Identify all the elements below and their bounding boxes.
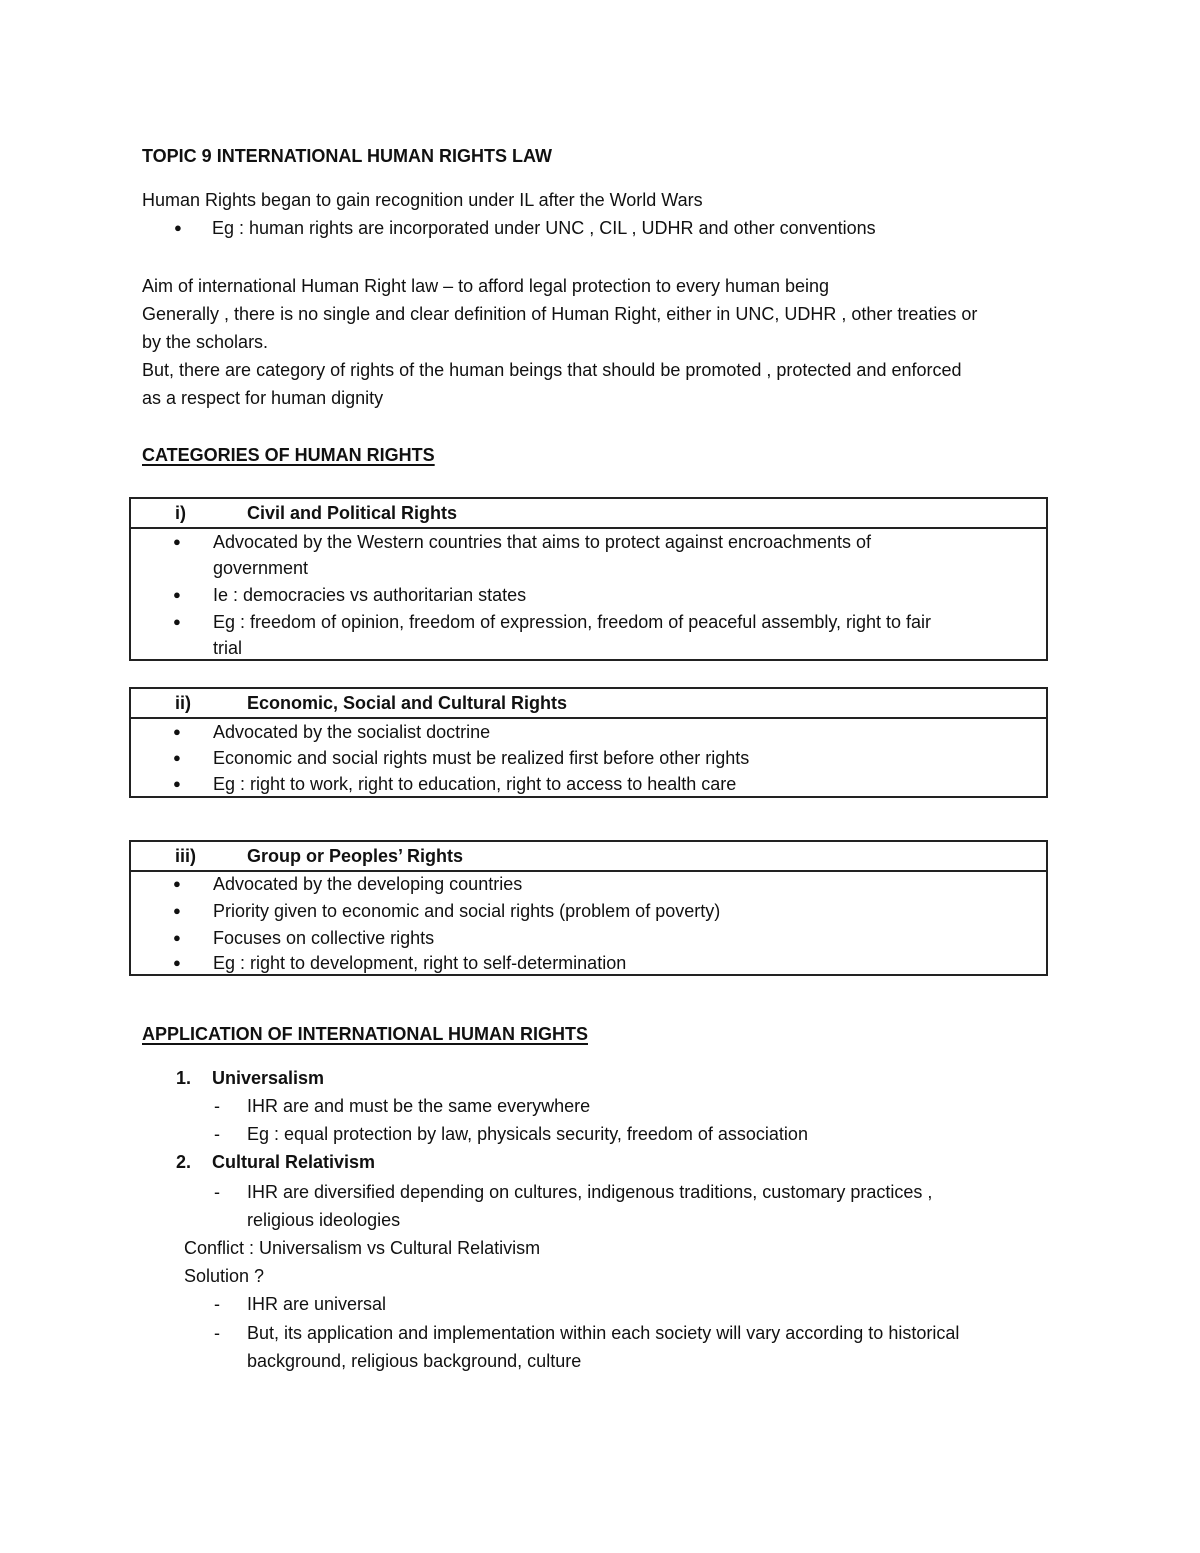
box-bullet-text: government [213,558,309,578]
bullet-icon: ● [173,776,181,791]
aim-line: Generally , there is no single and clear definition of Human Right, either in UNC, UDHR , other treaties or [142,304,978,324]
universalism-point: IHR are and must be the same everywhere [247,1096,591,1116]
box-bullet-text: Eg : freedom of opinion, freedom of expression, freedom of peaceful assembly, right to fair [213,612,932,632]
relativism-title: Cultural Relativism [212,1152,376,1172]
box-title: Civil and Political Rights [247,503,458,523]
aim-line: by the scholars. [142,332,269,352]
relativism-point: IHR are diversified depending on cultures, indigenous traditions, customary practices , [247,1182,933,1202]
box-bullet-text: Ie : democracies vs authoritarian states [213,585,527,605]
bullet-icon: ● [173,876,181,891]
box-bullet-text: Advocated by the Western countries that aims to protect against encroachments of [213,532,872,552]
solution-point: But, its application and implementation within each society will vary according to historical [247,1323,960,1343]
category-box-economic-social-cultural [129,687,1048,798]
box-header [131,842,1046,872]
application-heading: APPLICATION OF INTERNATIONAL HUMAN RIGHTS [142,1024,588,1044]
universalism-title: Universalism [212,1068,325,1088]
aim-line: Aim of international Human Right law – to afford legal protection to every human being [142,276,830,296]
list-number: 1. [176,1068,192,1088]
box-bullet-text: trial [213,638,243,658]
box-header [131,689,1046,719]
bullet-icon: ● [173,955,181,970]
box-number: ii) [175,693,191,713]
bullet-icon: ● [173,587,181,602]
dash-icon: - [214,1096,220,1116]
bullet-icon: ● [173,724,181,739]
box-number: i) [175,503,186,523]
box-bullet-text: Advocated by the socialist doctrine [213,722,491,742]
box-bullet-text: Eg : right to development, right to self-determination [213,953,627,973]
box-bullet-text: Advocated by the developing countries [213,874,523,894]
box-bullet-text: Focuses on collective rights [213,928,435,948]
box-bullet-text: Economic and social rights must be realized first before other rights [213,748,750,768]
dash-icon: - [214,1182,220,1202]
category-box-group-peoples [129,840,1048,976]
intro-bullet-text: Eg : human rights are incorporated under UNC , CIL , UDHR and other conventions [212,218,876,238]
aim-line: But, there are category of rights of the human beings that should be promoted , protected and enforced [142,360,962,380]
intro-text: Human Rights began to gain recognition under IL after the World Wars [142,190,703,210]
relativism-point: religious ideologies [247,1210,401,1230]
bullet-icon: ● [173,930,181,945]
bullet-icon: ● [173,534,181,549]
universalism-point: Eg : equal protection by law, physicals security, freedom of association [247,1124,808,1144]
box-bullet-text: Eg : right to work, right to education, right to access to health care [213,774,737,794]
solution-point: IHR are universal [247,1294,387,1314]
list-number: 2. [176,1152,192,1172]
dash-icon: - [214,1323,220,1343]
box-header [131,499,1046,529]
bullet-icon: ● [173,903,181,918]
bullet-icon: ● [173,614,181,629]
box-title: Group or Peoples’ Rights [247,846,464,866]
solution-text: Solution ? [184,1266,265,1286]
dash-icon: - [214,1294,220,1314]
solution-point: background, religious background, culture [247,1351,582,1371]
aim-line: as a respect for human dignity [142,388,384,408]
box-bullet-text: Priority given to economic and social rights (problem of poverty) [213,901,721,921]
bullet-icon: ● [174,220,182,235]
dash-icon: - [214,1124,220,1144]
page-title: TOPIC 9 INTERNATIONAL HUMAN RIGHTS LAW [142,146,553,166]
box-number: iii) [175,846,196,866]
category-box-civil-political [129,497,1048,661]
categories-heading: CATEGORIES OF HUMAN RIGHTS [142,445,435,465]
box-title: Economic, Social and Cultural Rights [247,693,568,713]
conflict-text: Conflict : Universalism vs Cultural Relativism [184,1238,541,1258]
bullet-icon: ● [173,750,181,765]
